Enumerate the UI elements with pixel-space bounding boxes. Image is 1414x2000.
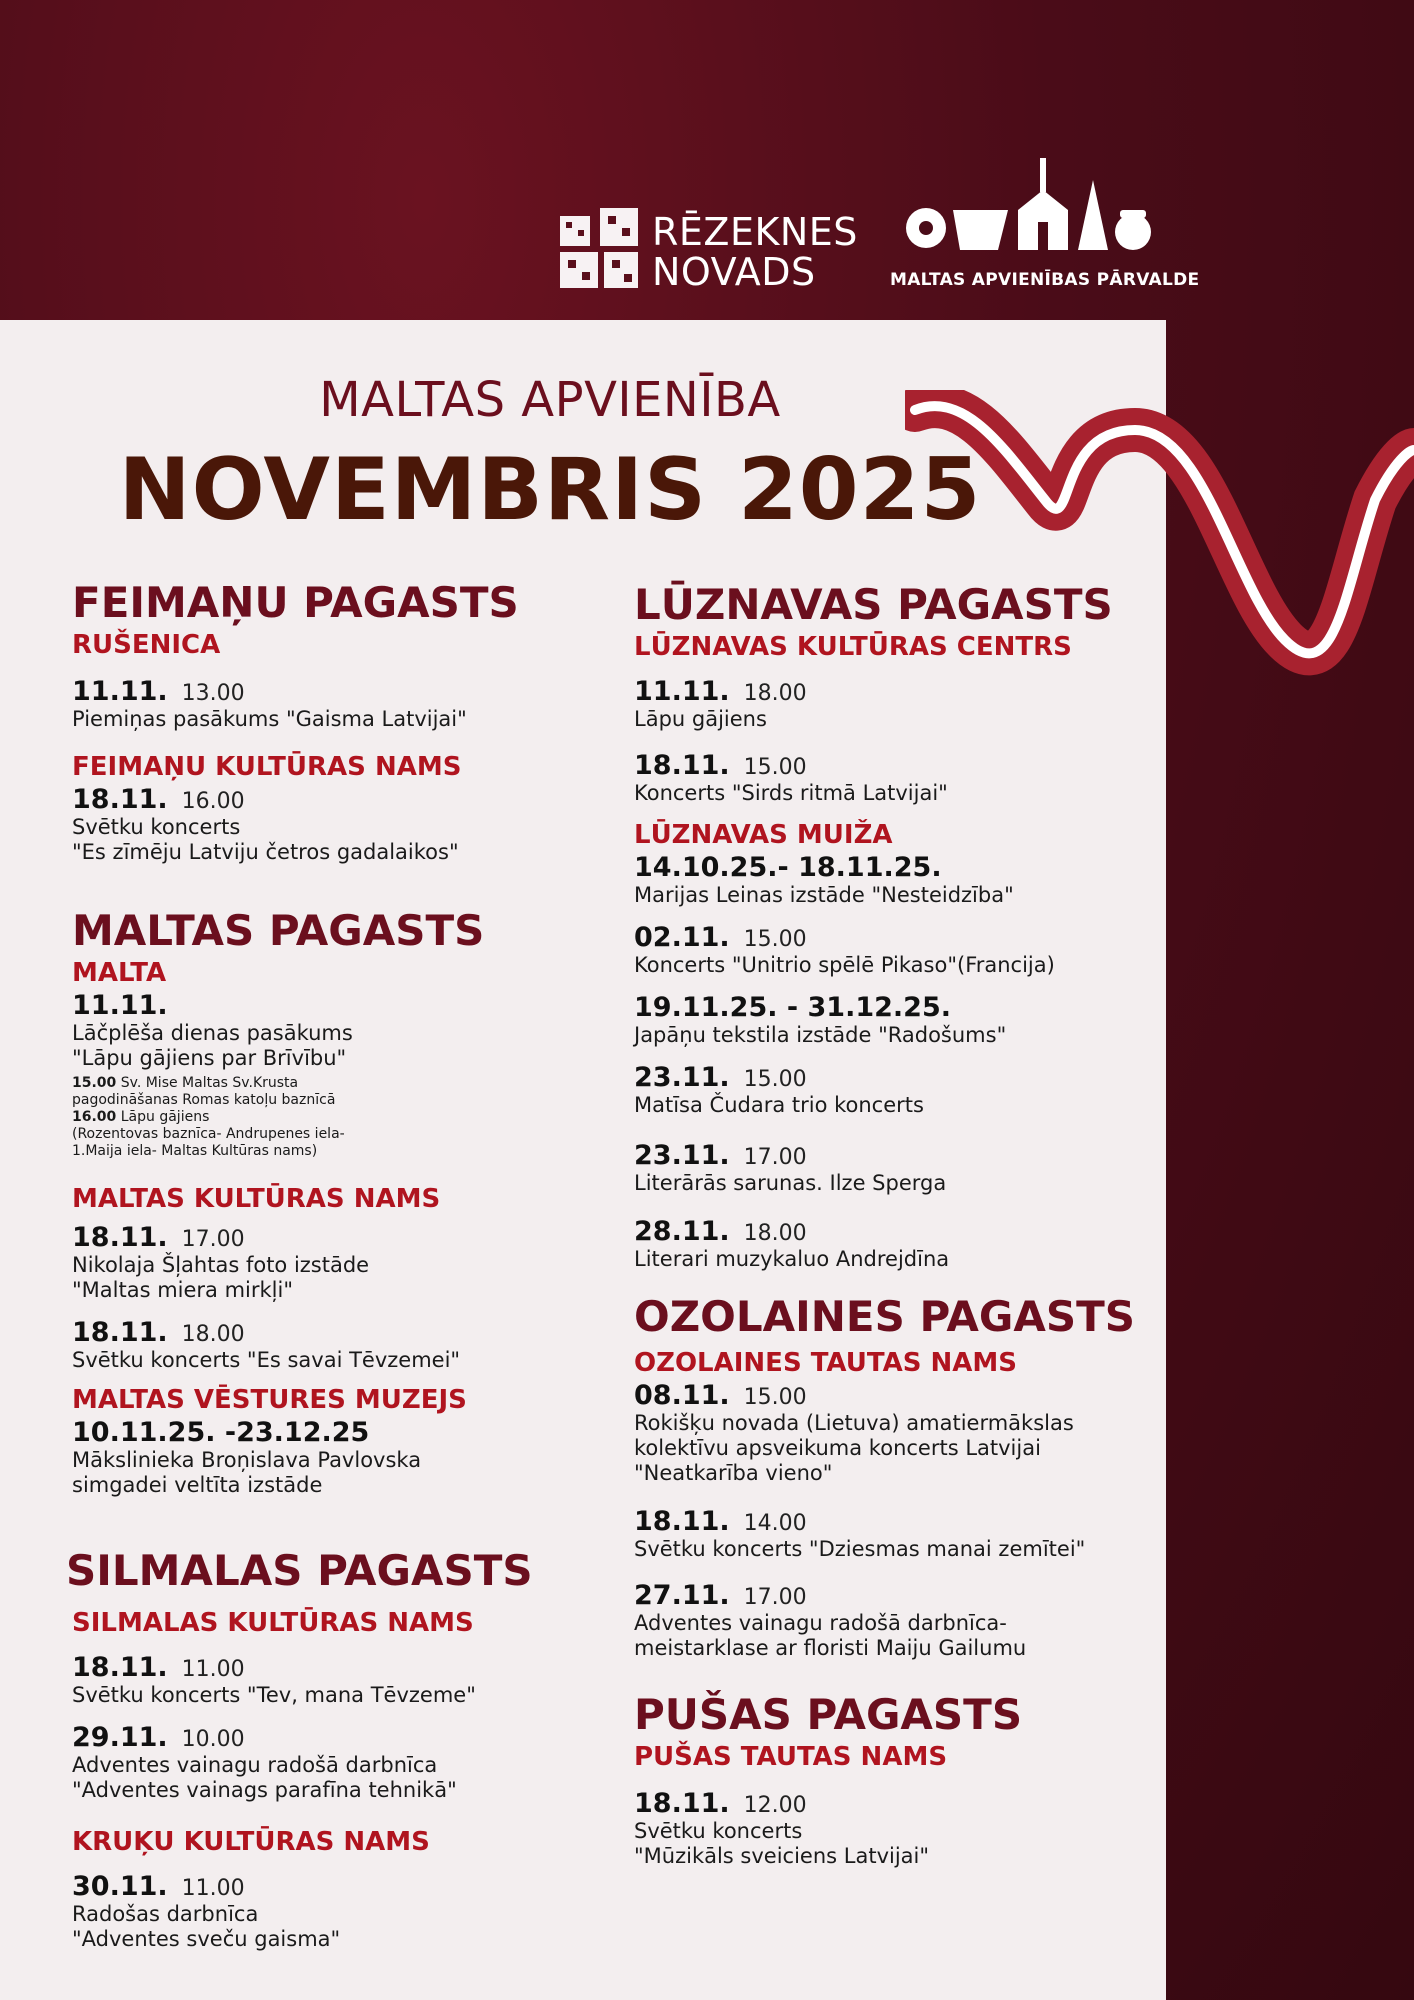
event-item <box>72 1722 533 1803</box>
parish-heading: LŪZNAVAS PAGASTS <box>634 580 1113 629</box>
subtitle: MALTAS APVIENĪBA <box>319 372 781 428</box>
event-item <box>634 676 1113 732</box>
event-title: Radošas darbnīca <box>72 1902 259 1926</box>
event-time: 15.00 <box>743 1385 807 1410</box>
event-title: Marijas Leinas izstāde "Nesteidzība" <box>634 883 1014 907</box>
event-date: 18.11. <box>72 784 168 815</box>
parish-heading: OZOLAINES PAGASTS <box>634 1292 1136 1341</box>
venue-heading: LŪZNAVAS MUIŽA <box>634 820 893 850</box>
event-date: 19.11.25. - 31.12.25. <box>634 992 951 1023</box>
venue-heading: MALTAS VĒSTURES MUZEJS <box>72 1385 467 1415</box>
event-time: 16.00 <box>181 789 245 814</box>
event-title: "Neatkarība vieno" <box>634 1461 833 1485</box>
maltas-section <box>72 906 484 1498</box>
event-title: Svētku koncerts <box>634 1819 803 1843</box>
event-time: 17.00 <box>743 1145 807 1170</box>
event-date: 11.11. <box>72 990 168 1021</box>
event-date: 30.11. <box>72 1871 168 1902</box>
event-item <box>634 1216 1113 1272</box>
venue-heading: LŪZNAVAS KULTŪRAS CENTRS <box>634 632 1072 662</box>
event-item <box>634 992 1113 1048</box>
event-title: "Adventes vainags parafīna tehnikā" <box>72 1778 457 1802</box>
maltas-apvieniba-logo-icon <box>898 150 1168 270</box>
event-title: Svētku koncerts "Es savai Tēvzemei" <box>72 1348 461 1372</box>
event-item <box>72 676 519 732</box>
event-title: Lāčplēša dienas pasākums <box>72 1021 353 1045</box>
event-date: 28.11. <box>634 1216 730 1247</box>
event-time: 18.00 <box>743 681 807 706</box>
venue-heading: RUŠENICA <box>72 630 221 660</box>
event-detail <box>72 1109 484 1126</box>
maltas-logo-caption: MALTAS APVIENĪBAS PĀRVALDE <box>890 270 1200 290</box>
event-time: 12.00 <box>743 1793 807 1818</box>
event-detail: (Rozentovas baznīca- Andrupenes iela- <box>72 1126 345 1142</box>
detail-time: 15.00 <box>72 1075 117 1091</box>
event-date: 14.10.25.- 18.11.25. <box>634 852 942 883</box>
event-title: "Lāpu gājiens par Brīvību" <box>72 1046 347 1070</box>
event-title: Nikolaja Šļahtas foto izstāde <box>72 1253 370 1277</box>
event-title: Adventes vainagu radošā darbnīca <box>72 1753 438 1777</box>
parish-heading: MALTAS PAGASTS <box>72 906 485 955</box>
event-date: 08.11. <box>634 1380 730 1411</box>
event-time: 14.00 <box>743 1511 807 1536</box>
parish-heading: PUŠAS PAGASTS <box>634 1690 1023 1739</box>
event-item <box>72 1417 484 1498</box>
event-item <box>72 1652 533 1708</box>
event-title: kolektīvu apsveikuma koncerts Latvijai <box>634 1436 1041 1460</box>
luznavas-section <box>634 580 1113 1272</box>
event-title: Svētku koncerts <box>72 815 241 839</box>
event-item <box>634 1140 1113 1196</box>
event-title: Rokišķu novada (Lietuva) amatiermākslas <box>634 1411 1074 1435</box>
venue-heading: SILMALAS KULTŪRAS NAMS <box>72 1608 474 1638</box>
event-time: 18.00 <box>181 1322 245 1347</box>
event-item <box>634 922 1113 978</box>
logo-text-line-2: NOVADS <box>652 250 816 294</box>
event-title: Svētku koncerts "Tev, mana Tēvzeme" <box>72 1683 476 1707</box>
event-time: 13.00 <box>181 681 245 706</box>
rezeknes-novads-logo-text <box>652 212 858 292</box>
event-date: 27.11. <box>634 1580 730 1611</box>
event-item <box>634 1788 1022 1869</box>
event-title: Koncerts "Sirds ritmā Latvijai" <box>634 781 948 805</box>
event-title: meistarklase ar floristi Maiju Gailumu <box>634 1636 1027 1660</box>
event-title: "Maltas miera mirkļi" <box>72 1278 294 1302</box>
page-title: NOVEMBRIS 2025 <box>118 440 982 540</box>
event-item <box>72 784 519 865</box>
event-time: 15.00 <box>743 927 807 952</box>
event-title: Koncerts "Unitrio spēlē Pikaso"(Francija) <box>634 953 1055 977</box>
event-detail: pagodināšanas Romas katoļu baznīcā <box>72 1092 336 1108</box>
event-title: Japāņu tekstila izstāde "Radošums" <box>634 1023 1007 1047</box>
feimanu-section <box>72 578 519 865</box>
event-title: Svētku koncerts "Dziesmas manai zemītei" <box>634 1537 1086 1561</box>
event-title: Mākslinieka Broņislava Pavlovska <box>72 1448 422 1472</box>
event-title: simgadei veltīta izstāde <box>72 1473 323 1497</box>
event-date: 23.11. <box>634 1140 730 1171</box>
venue-heading: OZOLAINES TAUTAS NAMS <box>634 1348 1017 1378</box>
venue-heading: KRUĶU KULTŪRAS NAMS <box>72 1827 430 1857</box>
event-date: 29.11. <box>72 1722 168 1753</box>
event-time: 17.00 <box>743 1585 807 1610</box>
event-title: "Mūzikāls sveiciens Latvijai" <box>634 1844 930 1868</box>
event-date: 10.11.25. -23.12.25 <box>72 1417 370 1448</box>
event-date: 18.11. <box>634 1506 730 1537</box>
event-detail <box>72 1075 484 1092</box>
event-item <box>634 852 1113 908</box>
event-item <box>634 1380 1135 1486</box>
event-item <box>634 1062 1113 1118</box>
event-date: 18.11. <box>72 1222 168 1253</box>
rezeknes-novads-logo-icon <box>560 208 638 288</box>
venue-heading: MALTAS KULTŪRAS NAMS <box>72 1184 441 1214</box>
event-title: Literari muzykaluo Andrejdīna <box>634 1247 950 1271</box>
venue-heading: PUŠAS TAUTAS NAMS <box>634 1742 948 1772</box>
event-detail: 1.Maija iela- Maltas Kultūras nams) <box>72 1143 318 1159</box>
detail-text: Sv. Mise Maltas Sv.Krusta <box>116 1075 299 1091</box>
venue-heading: FEIMAŅU KULTŪRAS NAMS <box>72 752 462 782</box>
event-date: 18.11. <box>72 1317 168 1348</box>
ozolaines-section <box>634 1292 1135 1661</box>
event-time: 11.00 <box>181 1657 245 1682</box>
event-date: 18.11. <box>72 1652 168 1683</box>
event-title: "Adventes sveču gaisma" <box>72 1927 341 1951</box>
parish-heading: FEIMAŅU PAGASTS <box>72 578 519 627</box>
event-title: "Es zīmēju Latviju četros gadalaikos" <box>72 840 459 864</box>
event-item <box>72 990 484 1160</box>
pusas-section <box>634 1690 1022 1869</box>
event-title: Piemiņas pasākums "Gaisma Latvijai" <box>72 707 467 731</box>
detail-time: 16.00 <box>72 1109 117 1125</box>
event-date: 23.11. <box>634 1062 730 1093</box>
event-item <box>634 1506 1135 1562</box>
event-time: 10.00 <box>181 1727 245 1752</box>
event-date: 02.11. <box>634 922 730 953</box>
detail-text: Lāpu gājiens <box>116 1109 210 1125</box>
event-time: 17.00 <box>181 1227 245 1252</box>
event-item <box>634 750 1113 806</box>
venue-heading: MALTA <box>72 958 167 988</box>
event-date: 18.11. <box>634 750 730 781</box>
event-date: 11.11. <box>72 676 168 707</box>
silmalas-section <box>66 1546 533 1952</box>
event-title: Literārās sarunas. Ilze Sperga <box>634 1171 947 1195</box>
event-title: Lāpu gājiens <box>634 707 767 731</box>
event-item <box>72 1871 533 1952</box>
event-time: 18.00 <box>743 1221 807 1246</box>
event-date: 18.11. <box>634 1788 730 1819</box>
event-item <box>634 1580 1135 1661</box>
event-date: 11.11. <box>634 676 730 707</box>
event-time: 11.00 <box>181 1876 245 1901</box>
event-title: Matīsa Čudara trio koncerts <box>634 1093 924 1117</box>
event-time: 15.00 <box>743 755 807 780</box>
event-time: 15.00 <box>743 1067 807 1092</box>
event-item <box>72 1317 484 1373</box>
event-title: Adventes vainagu radošā darbnīca- <box>634 1611 1007 1635</box>
logo-text-line-1: RĒZEKNES <box>652 210 858 254</box>
event-item <box>72 1222 484 1303</box>
parish-heading: SILMALAS PAGASTS <box>66 1546 533 1595</box>
